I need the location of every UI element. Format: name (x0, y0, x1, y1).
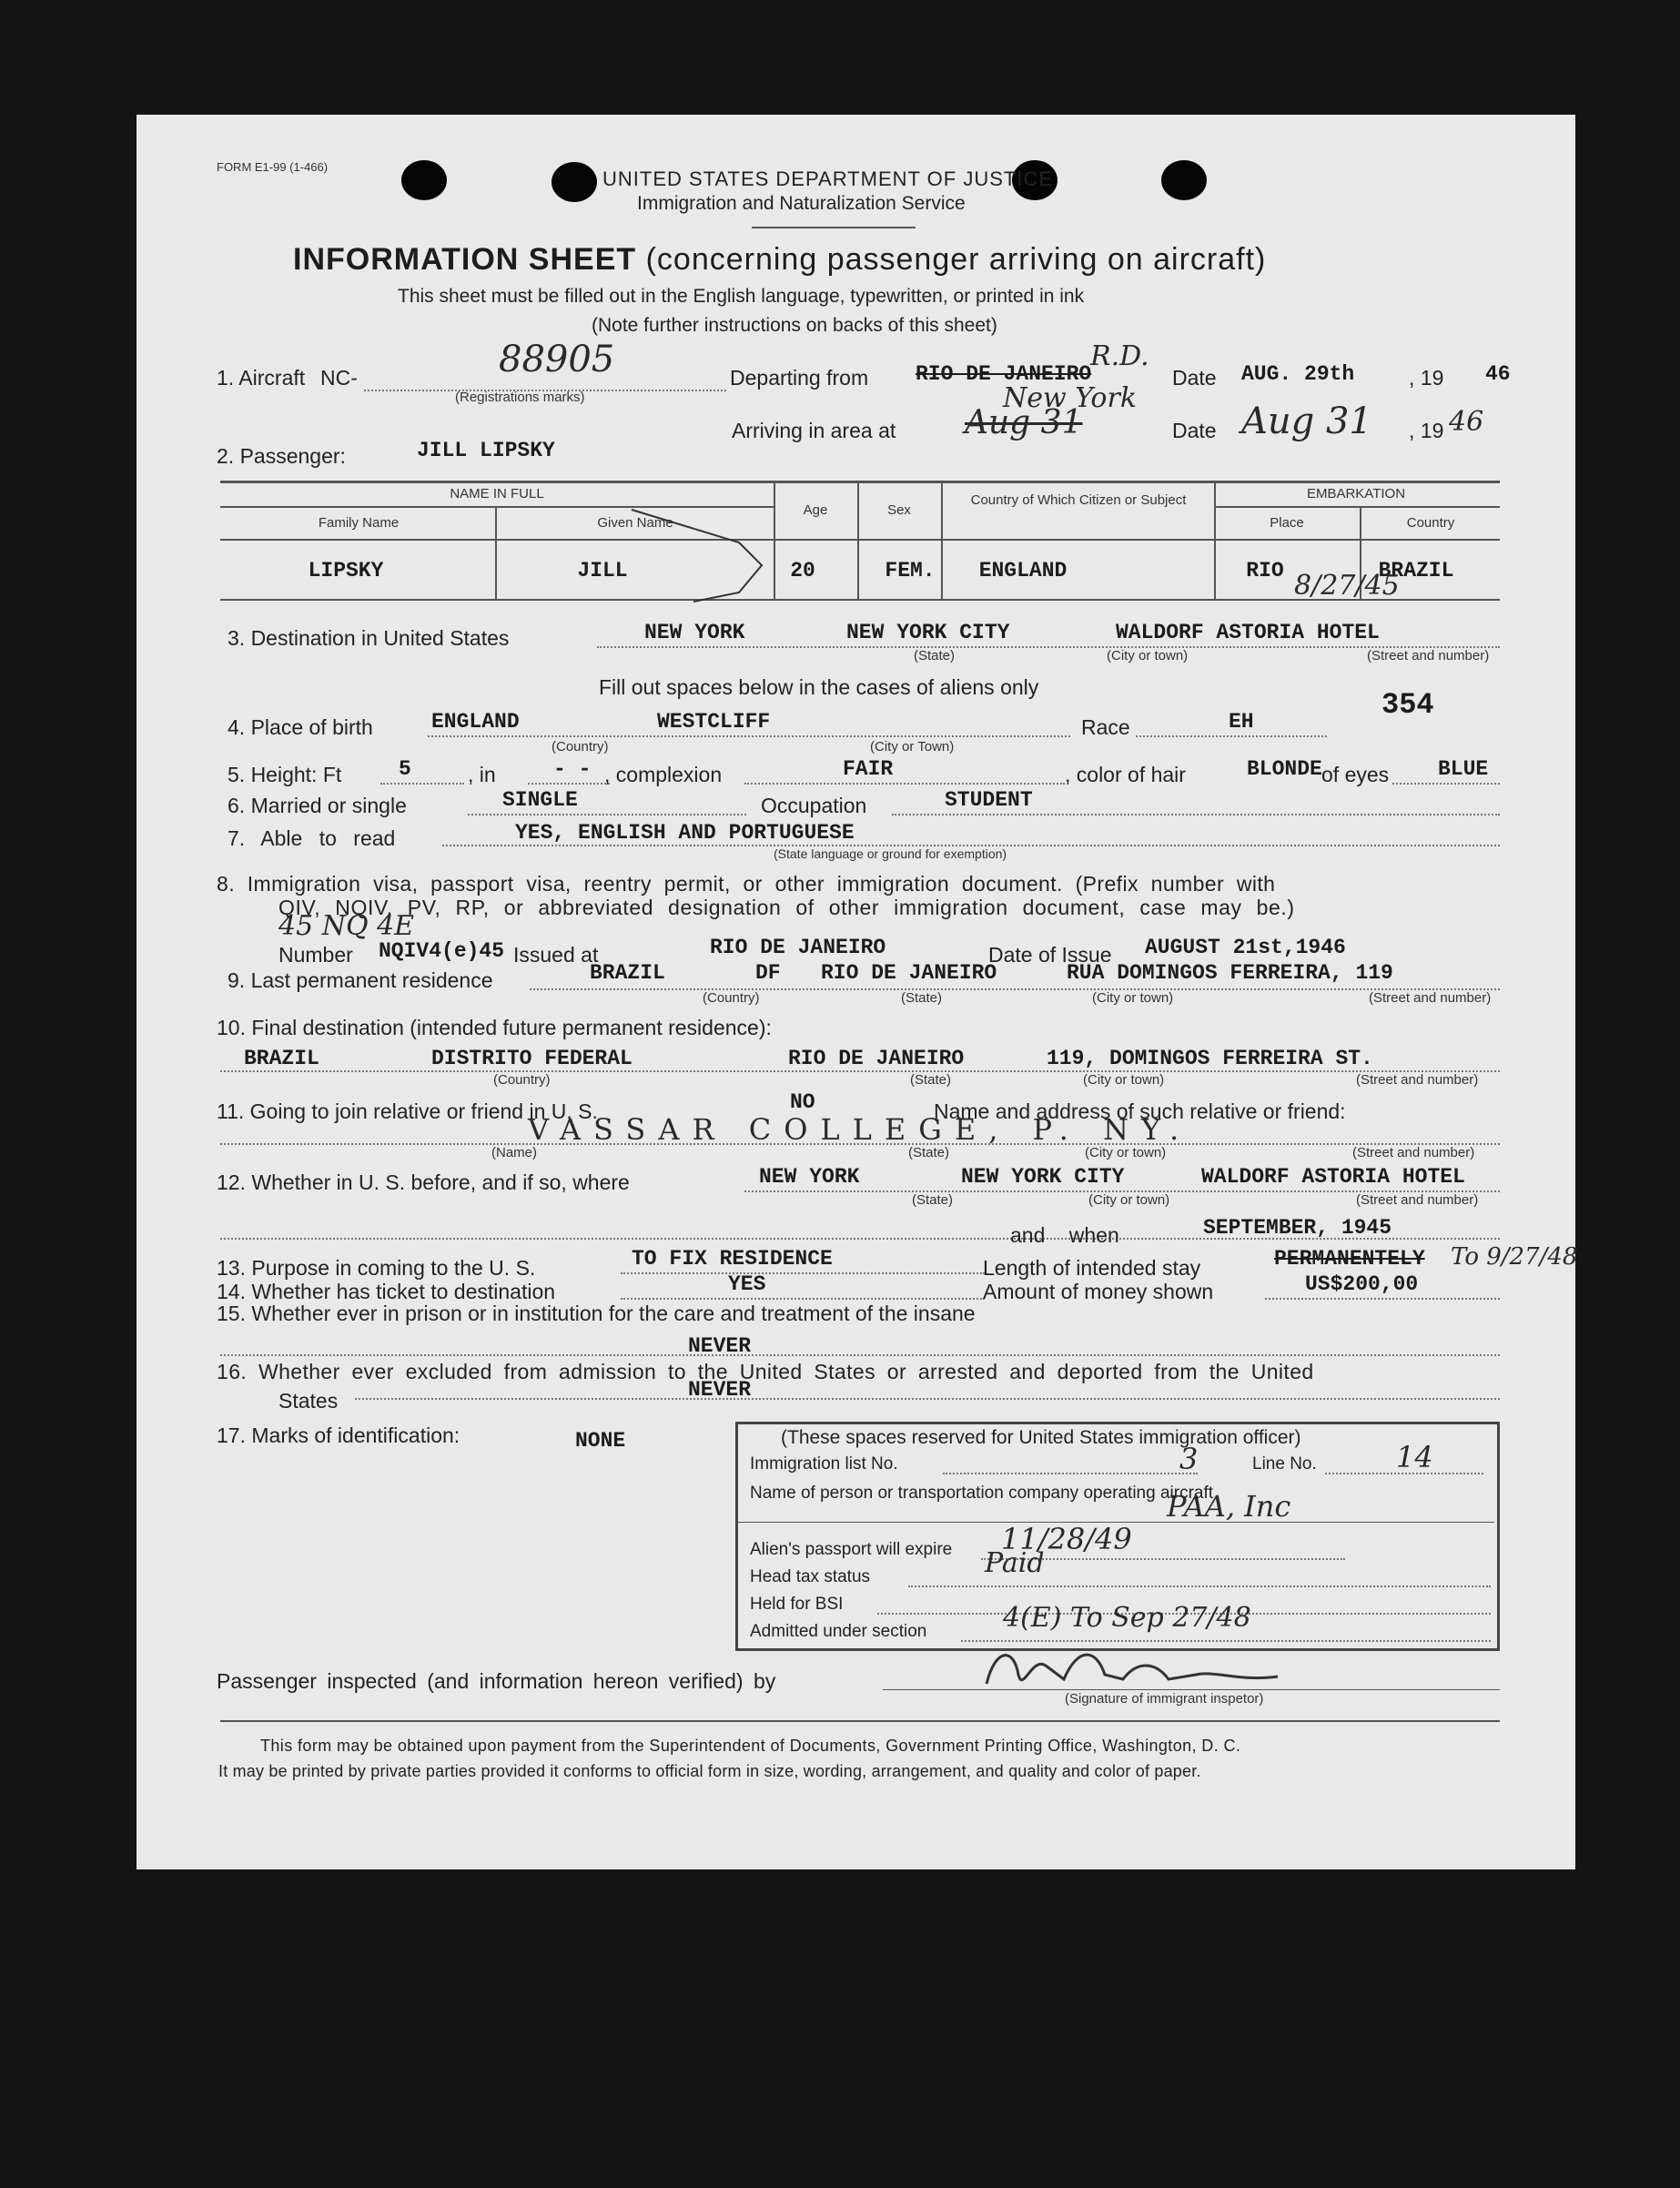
join-relative-value: NO (790, 1090, 815, 1114)
read-caption: (State language or ground for exemption) (774, 846, 1007, 861)
prior-visit-city: NEW YORK CITY (961, 1165, 1125, 1189)
stay-value: PERMANENTELY (1274, 1247, 1425, 1271)
rule (621, 1272, 985, 1274)
footer-line-1: This form may be obtained upon payment from the Superintendent of Documents, Government Printing Office, Washington, D. C. (260, 1737, 1241, 1755)
final-street: 119, DOMINGOS FERREIRA ST. (1047, 1047, 1373, 1070)
embarkation-date-note: 8/27/45 (1294, 570, 1400, 602)
rule (380, 783, 464, 785)
final-street-caption: (Street and number) (1356, 1072, 1479, 1088)
department-name: UNITED STATES DEPARTMENT OF JUSTICE (602, 167, 1054, 190)
residence-street-caption: (Street and number) (1369, 990, 1492, 1006)
relative-name-label: Name and address of such relative or friend: (934, 1099, 1346, 1123)
stay-note: To 9/27/48 (1451, 1243, 1578, 1271)
inspected-label: Passenger inspected (and information hereon verified) by (217, 1669, 776, 1693)
rule (495, 506, 497, 599)
age-header: Age (803, 502, 828, 518)
rule (1325, 1473, 1483, 1474)
issued-place: RIO DE JANEIRO (710, 936, 886, 959)
residence-street: RUA DOMINGOS FERREIRA, 119 (1067, 961, 1393, 985)
rule (220, 1070, 1500, 1072)
officer-line-no: 14 (1396, 1440, 1433, 1474)
height-ft: 5 (399, 757, 411, 781)
place-header: Place (1270, 515, 1304, 531)
prison-label: 15. Whether ever in prison or in institution for the care and treatment of the insane (217, 1302, 976, 1325)
departing-note: R.D. (1090, 340, 1149, 372)
height-label: 5. Height: Ft (228, 763, 342, 786)
family-name-header: Family Name (318, 515, 400, 531)
sex-cell: FEM. (885, 559, 936, 582)
rule (883, 1689, 1500, 1690)
passenger-label: 2. Passenger: (217, 444, 346, 468)
rule (744, 783, 1065, 785)
list-number: 354 (1381, 688, 1434, 722)
officer-bsi-label: Held for BSI (750, 1595, 844, 1614)
money-value: US$200,00 (1305, 1272, 1419, 1296)
registration-caption: (Registrations marks) (455, 390, 585, 405)
punch-hole (1161, 160, 1207, 200)
rule (941, 481, 943, 599)
prior-visit-state: NEW YORK (759, 1165, 860, 1189)
occupation-label: Occupation (761, 794, 867, 817)
visa-text-1: 8. Immigration visa, passport visa, reentry permit, or other immigration document. (Prefix number with (217, 872, 1276, 896)
arriving-year: 46 (1449, 406, 1484, 438)
date-of-issue: AUGUST 21st,1946 (1145, 936, 1346, 959)
officer-company: PAA, Inc (1167, 1489, 1291, 1524)
family-name-cell: LIPSKY (308, 559, 384, 582)
final-state-caption: (State) (910, 1072, 952, 1088)
when-label: and when (1010, 1223, 1119, 1247)
visa-number-label: Number (278, 943, 353, 967)
excluded-label-2: States (278, 1389, 339, 1413)
rule (1136, 735, 1327, 737)
complexion-label: , complexion (604, 763, 723, 786)
ticket-value: YES (728, 1272, 766, 1296)
birthplace-label: 4. Place of birth (228, 715, 373, 739)
rule (1392, 783, 1500, 785)
final-state: DISTRITO FEDERAL (431, 1047, 633, 1070)
rule (468, 814, 746, 815)
destination-state: NEW YORK (644, 621, 745, 644)
place-cell: RIO (1246, 559, 1284, 582)
destination-state-caption: (State) (914, 648, 956, 663)
visa-text-2: QIV, NQIV, PV, RP, or abbreviated designation of other immigration document, case may be.) (278, 896, 1295, 919)
country-cell: BRAZIL (1378, 559, 1454, 582)
punch-hole (401, 160, 447, 200)
arriving-year-label: , 19 (1409, 419, 1444, 442)
height-in: - - (553, 757, 592, 781)
officer-list-label: Immigration list No. (750, 1454, 898, 1474)
arriving-date: Aug 31 (1241, 400, 1372, 442)
relative-address: VASSAR COLLEGE, P. NY. (528, 1112, 1192, 1147)
title-main: INFORMATION SHEET (293, 242, 637, 277)
officer-admitted-label: Admitted under section (750, 1622, 927, 1641)
rule (428, 735, 1070, 737)
departing-label: Departing from (730, 366, 869, 390)
departing-city: RIO DE JANEIRO (916, 362, 1092, 386)
given-name-header: Given Name (597, 515, 673, 531)
residence-state-caption: (State) (901, 990, 943, 1006)
aircraft-number: 88905 (499, 339, 615, 380)
rule (220, 539, 1500, 541)
rule (597, 646, 1500, 648)
relative-name-caption: (Name) (491, 1145, 538, 1160)
rule (220, 1143, 1500, 1145)
page-title (293, 242, 1266, 278)
officer-list-no: 3 (1179, 1442, 1199, 1476)
form-number: FORM E1-99 (1-466) (217, 160, 329, 174)
destination-street-caption: (Street and number) (1367, 648, 1490, 663)
arriving-date-label: Date (1172, 419, 1217, 442)
visa-hand-note: 45 NQ 4E (278, 910, 415, 942)
rule (892, 814, 1500, 815)
departing-date-label: Date (1172, 366, 1217, 390)
instruction-2: (Note further instructions on backs of this sheet) (592, 315, 997, 336)
aircraft-label: 1. Aircraft (217, 366, 306, 390)
purpose-label: 13. Purpose in coming to the U. S. (217, 1256, 536, 1280)
prison-value: NEVER (688, 1334, 752, 1358)
service-name: Immigration and Naturalization Service (637, 193, 966, 214)
destination-city-caption: (City or town) (1107, 648, 1189, 663)
rule (220, 1354, 1500, 1356)
footer-line-2: It may be printed by private parties provided it conforms to official form in size, wording, arrangement, and quality and color of paper. (218, 1762, 1201, 1780)
officer-line-label: Line No. (1252, 1454, 1317, 1474)
passenger-name: JILL LIPSKY (417, 439, 555, 462)
marital-label: 6. Married or single (228, 794, 407, 817)
residence-city-caption: (City or town) (1092, 990, 1174, 1006)
rule (621, 1298, 985, 1300)
destination-label: 3. Destination in United States (228, 626, 510, 650)
rule (530, 988, 1500, 990)
prior-visit-street: WALDORF ASTORIA HOTEL (1201, 1165, 1465, 1189)
title-sub: (concerning passenger arriving on aircraft) (645, 242, 1267, 277)
residence-label: 9. Last permanent residence (228, 968, 493, 992)
excluded-label-1: 16. Whether ever excluded from admission to the United States or arrested and deported from the United (217, 1360, 1314, 1383)
eyes-label: of eyes (1321, 763, 1390, 786)
departing-year-label: , 19 (1409, 366, 1444, 390)
final-city-caption: (City or town) (1083, 1072, 1165, 1088)
identification-label: 17. Marks of identification: (217, 1423, 460, 1447)
sex-header: Sex (887, 502, 911, 518)
rule (908, 1585, 1491, 1587)
residence-country-caption: (Country) (703, 990, 760, 1006)
rule (1265, 1298, 1500, 1300)
birth-city: WESTCLIFF (657, 710, 771, 734)
officer-company-label: Name of person or transportation company operating aircraft (750, 1484, 1214, 1503)
date-of-issue-label: Date of Issue (988, 943, 1112, 967)
money-label: Amount of money shown (983, 1280, 1214, 1303)
race-label: Race (1081, 715, 1130, 739)
country-header: Country (1406, 515, 1455, 531)
relative-state-caption: (State) (908, 1145, 950, 1160)
arriving-label: Arriving in area at (732, 419, 896, 442)
officer-headtax-label: Head tax status (750, 1567, 871, 1586)
prior-visit-label: 12. Whether in U. S. before, and if so, where (217, 1170, 630, 1194)
citizen-cell: ENGLAND (978, 559, 1068, 582)
purpose-value: TO FIX RESIDENCE (632, 1247, 833, 1271)
residence-state: DF (755, 961, 781, 985)
birth-country: ENGLAND (431, 710, 520, 734)
relative-street-caption: (Street and number) (1352, 1145, 1475, 1160)
rule (1214, 481, 1216, 599)
identification-value: NONE (575, 1429, 626, 1453)
final-destination-label: 10. Final destination (intended future permanent residence): (217, 1016, 772, 1039)
instruction-1: This sheet must be filled out in the English language, typewritten, or printed in ink (398, 286, 1085, 307)
given-name-cell: JILL (577, 559, 628, 582)
final-city: RIO DE JANEIRO (788, 1047, 965, 1070)
final-country-caption: (Country) (493, 1072, 551, 1088)
hair-label: , color of hair (1065, 763, 1186, 786)
arriving-city: Aug 31 (965, 404, 1083, 441)
relative-city-caption: (City or town) (1085, 1145, 1167, 1160)
prior-visit-city-caption: (City or town) (1088, 1192, 1170, 1208)
issued-label: Issued at (513, 943, 599, 967)
prior-visit-state-caption: (State) (912, 1192, 954, 1208)
arriving-note: New York (1003, 382, 1137, 414)
read-value: YES, ENGLISH AND PORTUGUESE (515, 821, 855, 845)
punch-hole (552, 162, 597, 202)
race-value: EH (1229, 710, 1254, 734)
check-mark (630, 506, 775, 606)
rule (857, 481, 859, 599)
destination-city: NEW YORK CITY (846, 621, 1010, 644)
height-in-label: , in (468, 763, 496, 786)
prior-visit-street-caption: (Street and number) (1356, 1192, 1479, 1208)
rule (528, 783, 610, 785)
table-top-rule (220, 481, 1500, 483)
departing-date: AUG. 29th (1241, 362, 1355, 386)
complexion-value: FAIR (843, 757, 894, 781)
residence-country: BRAZIL (590, 961, 665, 985)
final-country: BRAZIL (244, 1047, 319, 1070)
hair-value: BLONDE (1247, 757, 1322, 781)
header-rule (752, 227, 916, 228)
officer-admitted: 4(E) To Sep 27/48 (1003, 1602, 1251, 1634)
age-cell: 20 (790, 559, 815, 582)
residence-city: RIO DE JANEIRO (821, 961, 997, 985)
citizen-header: Country of Which Citizen or Subject (970, 492, 1187, 508)
join-relative-label: 11. Going to join relative or friend in U. S. (217, 1099, 598, 1123)
visa-number: NQIV4(e)45 (379, 939, 505, 963)
when-value: SEPTEMBER, 1945 (1203, 1216, 1392, 1240)
marital-value: SINGLE (502, 788, 578, 812)
officer-passport-label: Alien's passport will expire (750, 1540, 953, 1559)
officer-headtax: Paid (985, 1547, 1045, 1579)
birth-city-caption: (City or Town) (870, 739, 955, 755)
occupation-value: STUDENT (945, 788, 1033, 812)
embarkation-header: EMBARKATION (1306, 486, 1406, 501)
birth-country-caption: (Country) (552, 739, 609, 755)
rule (943, 1473, 1198, 1474)
destination-street: WALDORF ASTORIA HOTEL (1116, 621, 1380, 644)
excluded-value: NEVER (688, 1378, 752, 1402)
ticket-label: 14. Whether has ticket to destination (217, 1280, 556, 1303)
footer-rule (220, 1720, 1500, 1722)
officer-passport: 11/28/49 (1001, 1522, 1132, 1556)
officer-heading: (These spaces reserved for United States immigration officer) (781, 1427, 1301, 1448)
inspector-caption: (Signature of immigrant inspetor) (1065, 1691, 1264, 1707)
name-in-full-header: NAME IN FULL (450, 486, 544, 501)
read-label: 7. Able to read (228, 826, 396, 850)
rule (1214, 506, 1500, 508)
aliens-heading: Fill out spaces below in the cases of aliens only (599, 675, 1039, 699)
departing-year: 46 (1485, 362, 1511, 386)
stay-label: Length of intended stay (983, 1256, 1201, 1280)
aircraft-prefix: NC- (320, 366, 358, 390)
eyes-value: BLUE (1438, 757, 1489, 781)
rule (355, 1398, 1500, 1400)
